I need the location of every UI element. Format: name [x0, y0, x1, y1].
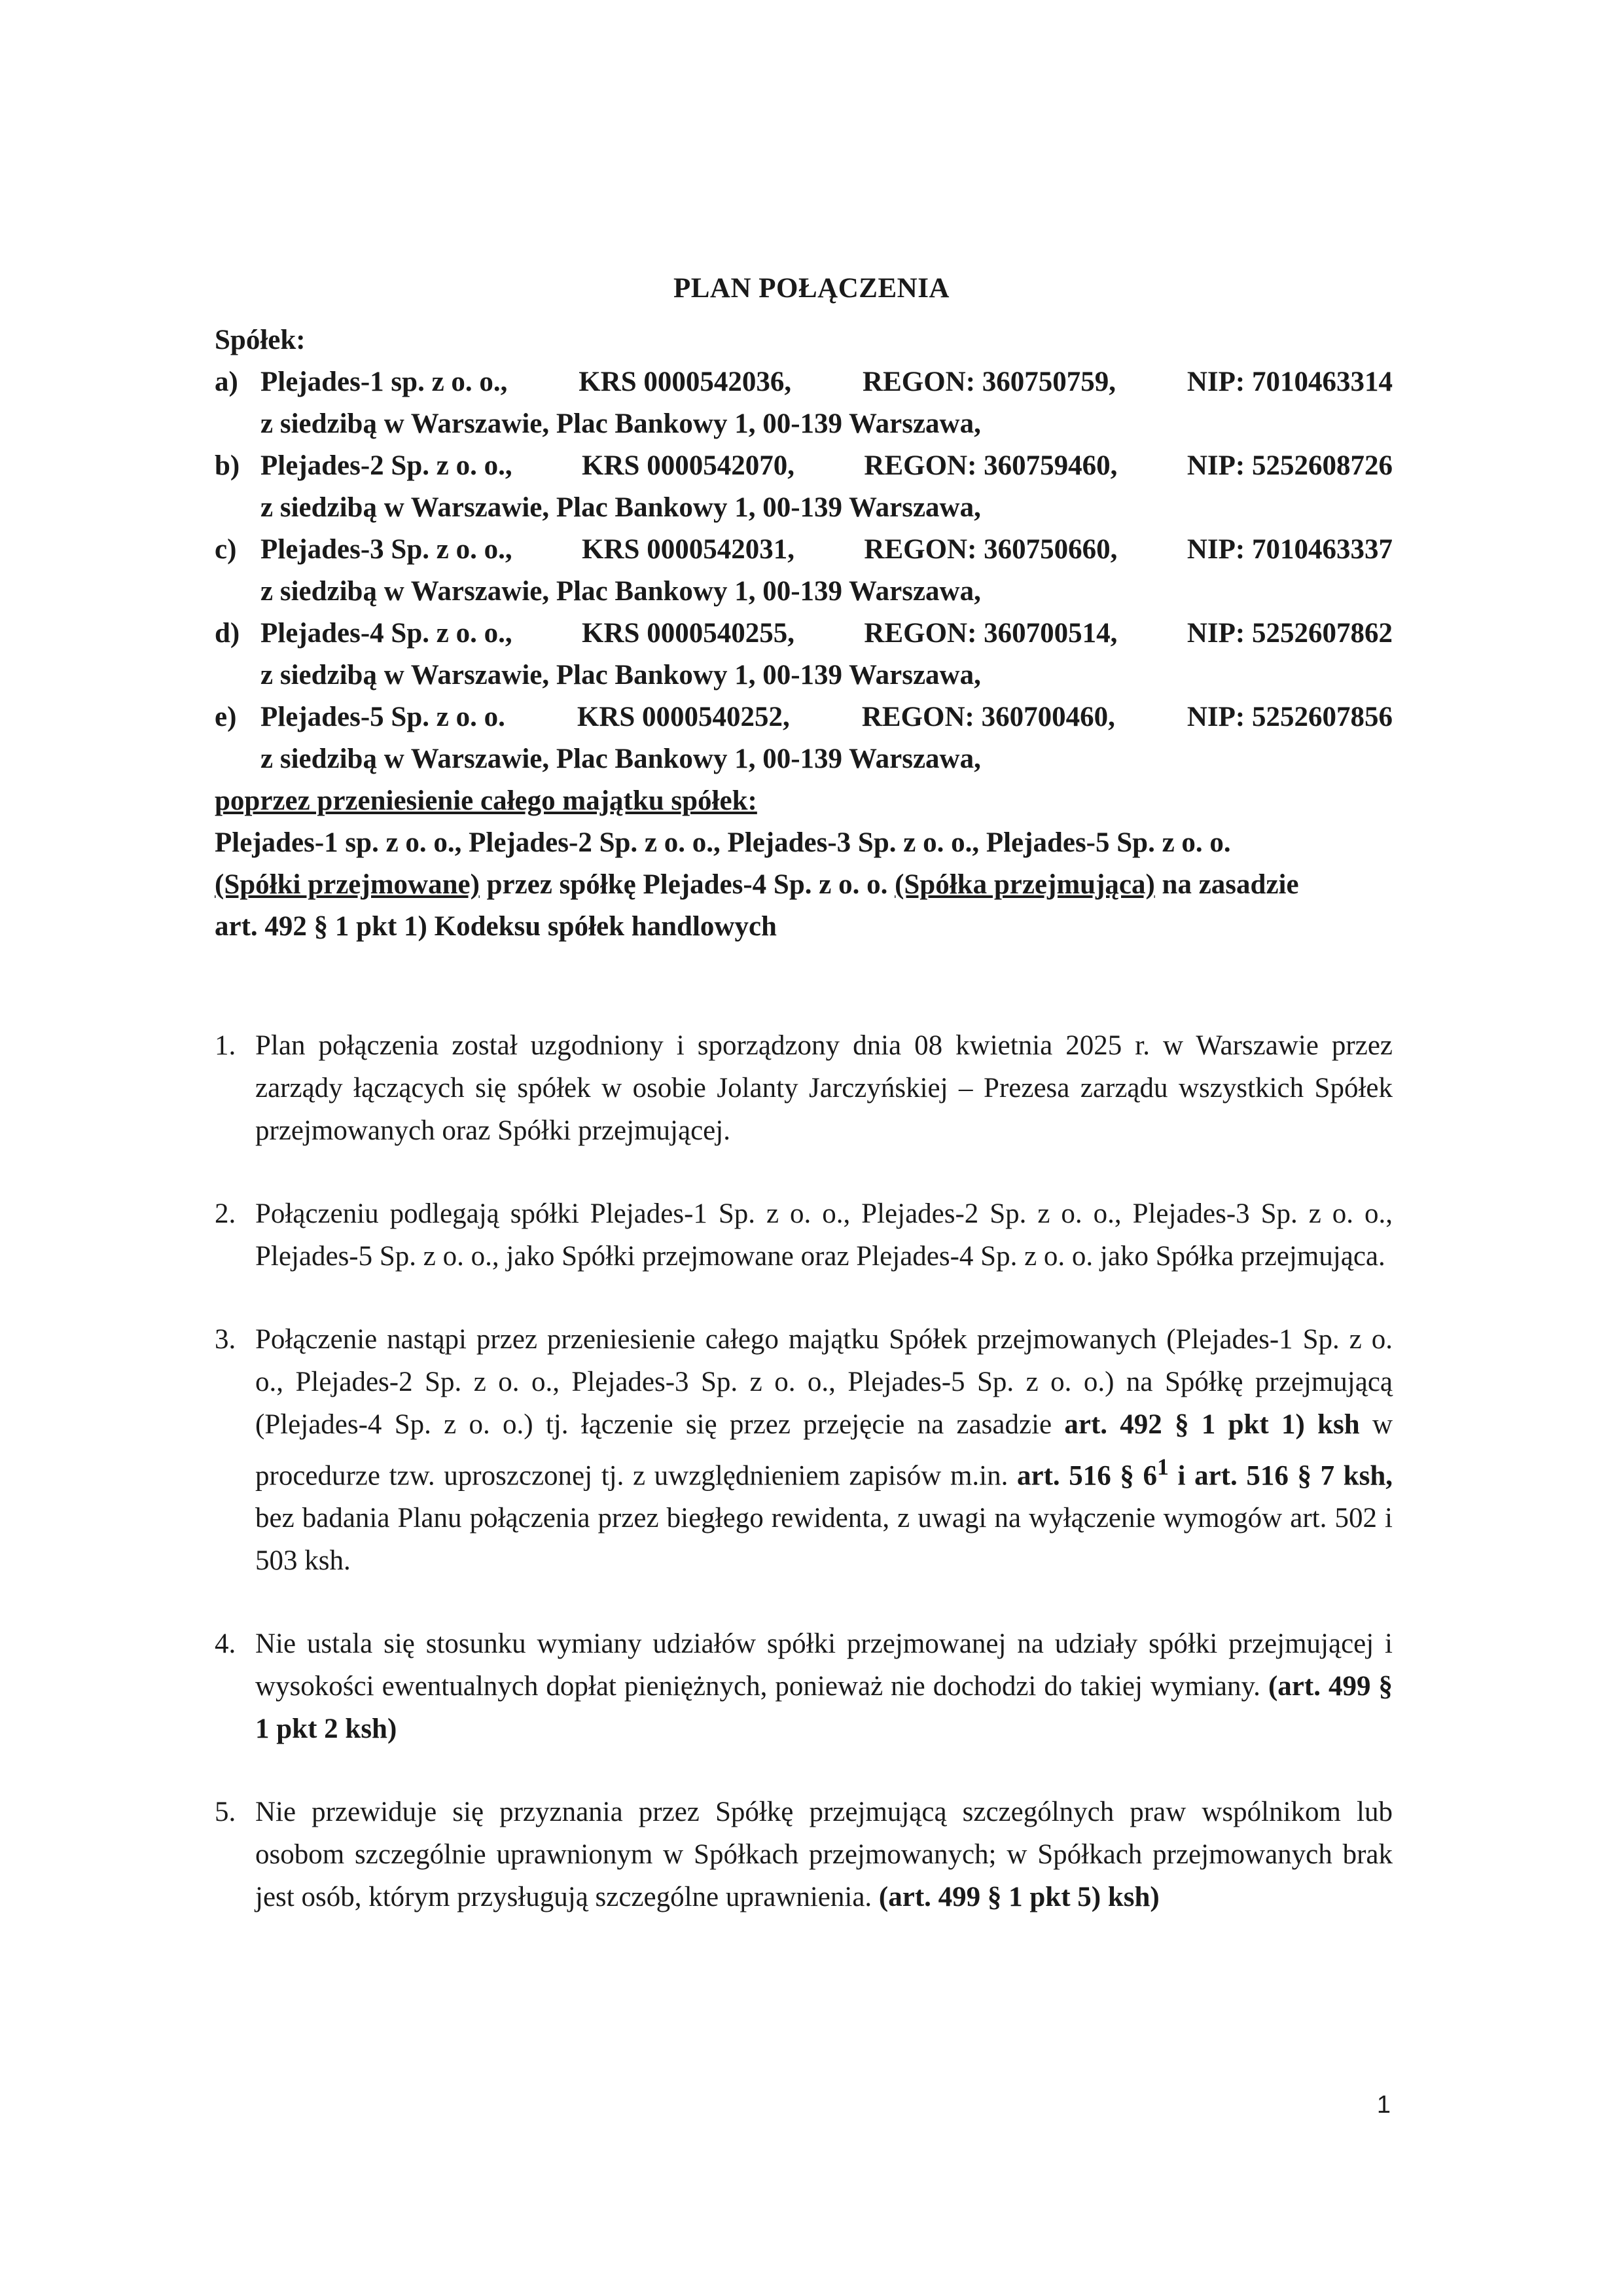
company-marker: c) — [215, 534, 237, 565]
company-name: Plejades-1 sp. z o. o., — [260, 367, 508, 397]
company-name: Plejades-5 Sp. z o. o. — [260, 702, 505, 732]
transfer-detail — [215, 864, 1393, 906]
plan-point — [215, 1193, 1393, 1278]
point-number: 5. — [215, 1797, 236, 1828]
page-number: 1 — [1376, 2091, 1391, 2119]
transfer-companies: Plejades-1 sp. z o. o., Plejades-2 Sp. z o. o., Plejades-3 Sp. z o. o., Plejades-5 Sp. z o. o. — [215, 827, 1231, 858]
company-krs: KRS 0000542036, — [579, 367, 792, 397]
plan-point — [215, 1791, 1393, 1918]
company-krs: KRS 0000542070, — [582, 450, 794, 481]
superscript: 1 — [1156, 1454, 1169, 1480]
point-text-part: bez badania Planu połączenia przez biegłego rewidenta, z uwagi na wyłączenie wymogów art. 502 i 503 ksh. — [255, 1503, 1393, 1577]
company-nip: NIP: 5252607862 — [1186, 618, 1393, 649]
company-entry — [215, 529, 1393, 571]
company-name: Plejades-2 Sp. z o. o., — [260, 450, 512, 481]
companies-label: Spółek: — [215, 325, 306, 355]
point-number: 1. — [215, 1030, 236, 1061]
plan-points — [215, 1024, 1393, 1959]
point-text — [255, 1318, 1393, 1582]
legal-reference: art. 516 § 6 — [1016, 1460, 1157, 1492]
point-text-part: w procedurze tzw. uproszczonej tj. z uwzględnieniem zapisów m.in. — [255, 1409, 1393, 1492]
legal-reference: art. 492 § 1 pkt 1) ksh — [1064, 1409, 1360, 1440]
company-entry — [215, 361, 1393, 403]
point-number: 4. — [215, 1628, 236, 1660]
company-marker: e) — [215, 702, 237, 732]
point-text-part: Połączenie nastąpi przez przeniesienie całego majątku Spółek przejmowanych (Plejades-1 Sp. z o. o., Plejades-2 Sp. z o. o., Plejades-3 Sp. z o. o., Plejades-5 Sp. z o. o.) na Spółkę przejmującą (Plejades-4 Sp. z o. o.) tj. łączenie się przez przejęcie na zasadzie — [255, 1324, 1393, 1440]
point-text-part: Nie przewiduje się przyznania przez Spółkę przejmującą szczególnych praw wspólnikom lub osobom szczególnie uprawnionym w Spółkach przejmowanych; w Spółkach przejmowanych brak jest osób, którym przysługują szczególne uprawnienia. — [255, 1797, 1393, 1913]
plan-point — [215, 1623, 1393, 1750]
company-address: z siedzibą w Warszawie, Plac Bankowy 1, 00-139 Warszawa, — [260, 408, 981, 439]
company-regon: REGON: 360750759, — [863, 367, 1116, 397]
company-marker: a) — [215, 367, 238, 397]
point-number: 2. — [215, 1198, 236, 1229]
point-number: 3. — [215, 1324, 236, 1355]
company-address: z siedzibą w Warszawie, Plac Bankowy 1, 00-139 Warszawa, — [260, 744, 981, 774]
plan-point — [215, 1318, 1393, 1582]
company-name: Plejades-3 Sp. z o. o., — [260, 534, 512, 565]
company-krs: KRS 0000542031, — [582, 534, 794, 565]
company-krs: KRS 0000540252, — [577, 702, 790, 732]
basis-tail: na zasadzie — [1162, 869, 1299, 900]
company-regon: REGON: 360759460, — [864, 450, 1118, 481]
legal-reference: (art. 499 § 1 pkt 2 ksh) — [255, 1671, 1393, 1745]
legal-reference: (art. 499 § 1 pkt 5) ksh) — [878, 1882, 1160, 1913]
companies-header — [215, 319, 1393, 948]
company-entry — [215, 696, 1393, 738]
company-nip: NIP: 7010463337 — [1186, 534, 1393, 565]
acquired-label: (Spółki przejmowane) — [215, 869, 480, 900]
company-entry — [215, 613, 1393, 655]
company-address: z siedzibą w Warszawie, Plac Bankowy 1, 00-139 Warszawa, — [260, 492, 981, 523]
company-marker: d) — [215, 618, 240, 649]
company-marker: b) — [215, 450, 240, 481]
point-text — [255, 1623, 1393, 1750]
company-address: z siedzibą w Warszawie, Plac Bankowy 1, 00-139 Warszawa, — [260, 576, 981, 607]
transfer-heading: poprzez przeniesienie całego majątku spółek: — [215, 785, 757, 816]
point-text: Połączeniu podlegają spółki Plejades-1 Sp. z o. o., Plejades-2 Sp. z o. o., Plejades-3 Sp. z o. o., Plejades-5 Sp. z o. o., jako Spółki przejmowane oraz Plejades-4 Sp. z o. o. jako Spółka przejmująca. — [255, 1198, 1393, 1272]
company-entry — [215, 445, 1393, 487]
point-text-part: Nie ustala się stosunku wymiany udziałów spółki przejmowanej na udziały spółki przejmującej i wysokości ewentualnych dopłat pieniężnych, ponieważ nie dochodzi do takiej wymiany. — [255, 1628, 1393, 1702]
company-nip: NIP: 7010463314 — [1186, 367, 1393, 397]
company-nip: NIP: 5252608726 — [1186, 450, 1393, 481]
point-text: Plan połączenia został uzgodniony i sporządzony dnia 08 kwietnia 2025 r. w Warszawie przez zarządy łączących się spółek w osobie Jolanty Jarczyńskiej – Prezesa zarządu wszystkich Spółek przejmowanych oraz Spółki przejmującej. — [255, 1030, 1393, 1146]
document-title: PLAN POŁĄCZENIA — [673, 273, 950, 304]
company-address: z siedzibą w Warszawie, Plac Bankowy 1, 00-139 Warszawa, — [260, 660, 981, 691]
plan-point — [215, 1024, 1393, 1152]
legal-basis: art. 492 § 1 pkt 1) Kodeksu spółek handlowych — [215, 911, 777, 942]
company-regon: REGON: 360750660, — [864, 534, 1118, 565]
company-name: Plejades-4 Sp. z o. o., — [260, 618, 512, 649]
company-nip: NIP: 5252607856 — [1186, 702, 1393, 732]
company-regon: REGON: 360700514, — [864, 618, 1118, 649]
company-regon: REGON: 360700460, — [861, 702, 1115, 732]
company-krs: KRS 0000540255, — [582, 618, 794, 649]
point-text — [255, 1791, 1393, 1918]
by-company: przez spółkę Plejades-4 Sp. z o. o. — [486, 869, 888, 900]
legal-reference: i art. 516 § 7 ksh, — [1168, 1460, 1393, 1492]
acquiring-label: (Spółka przejmująca) — [895, 869, 1155, 900]
